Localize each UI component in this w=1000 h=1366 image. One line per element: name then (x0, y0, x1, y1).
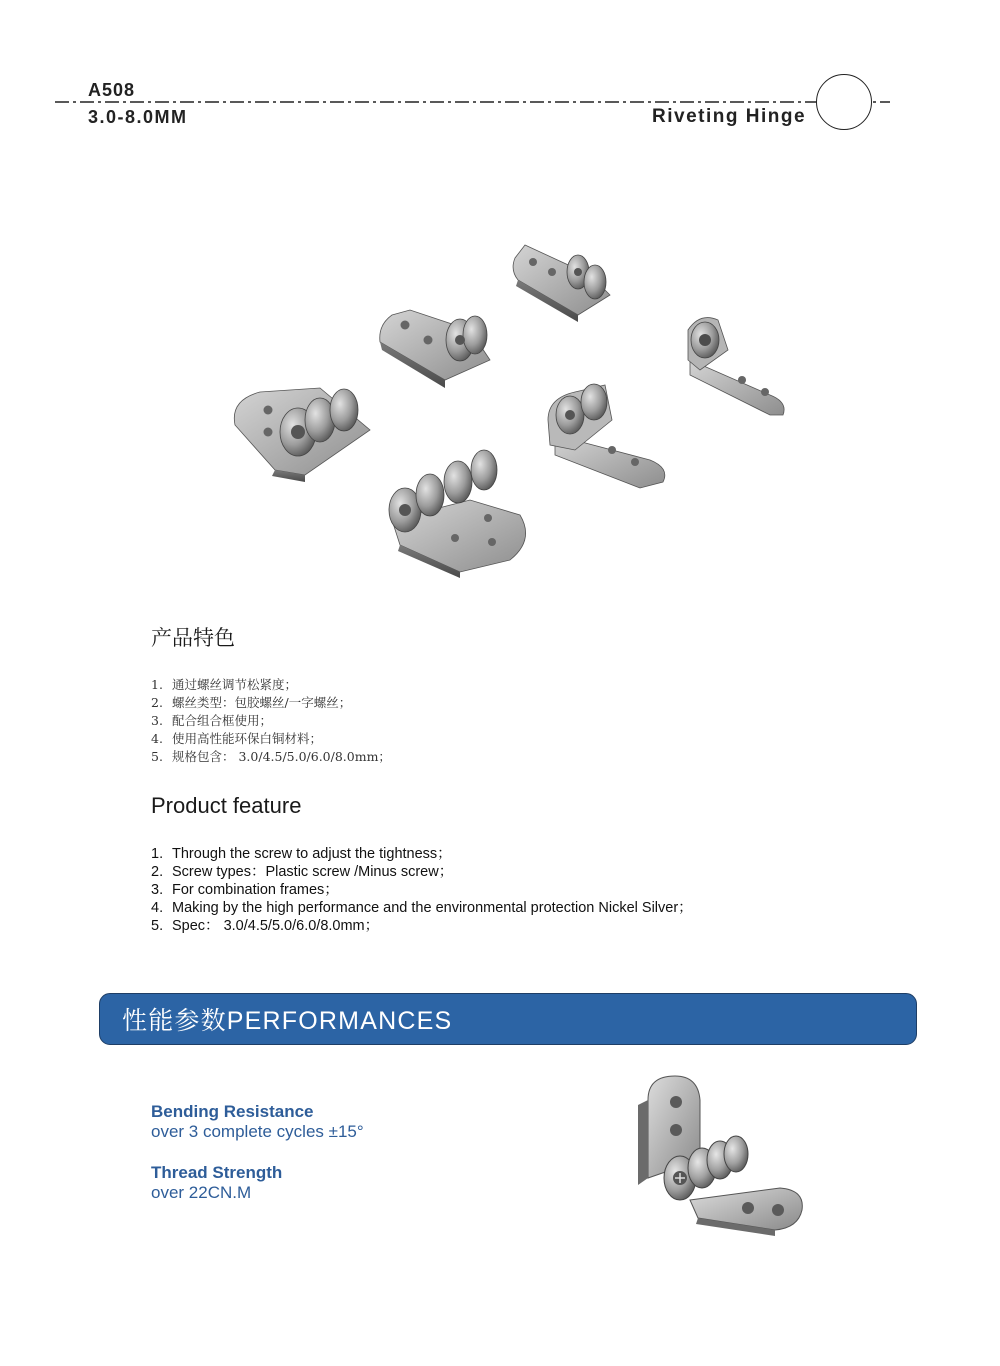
product-type: Riveting Hinge (652, 106, 807, 127)
performances-title: 性能参数PERFORMANCES (122, 1007, 453, 1035)
list-item: 1. Through the screw to adjust the tightness； (151, 846, 452, 862)
list-item: 4. 使用高性能环保白铜材料； (151, 731, 323, 746)
features-en-title: Product feature (151, 793, 302, 818)
hinge-variant-wide (389, 450, 526, 578)
list-item: 2. 螺丝类型：包胶螺丝/一字螺丝； (151, 695, 352, 710)
list-item: 3. For combination frames； (151, 882, 339, 898)
features-cn-title: 产品特色 (151, 626, 235, 650)
performances-banner (99, 993, 917, 1045)
list-item: 5. Spec： 3.0/4.5/5.0/6.0/8.0mm； (151, 918, 380, 934)
list-item: 5. 规格包含： 3.0/4.5/5.0/6.0/8.0mm； (151, 749, 391, 764)
hinge-variant-center (548, 384, 665, 488)
thread-strength-value: over 22CN.M (151, 1183, 252, 1202)
size-range: 3.0-8.0MM (88, 107, 188, 127)
features-en-list (151, 845, 693, 935)
features-cn-list (151, 676, 391, 766)
hinge-variants-illustration (0, 220, 1000, 600)
bending-resistance-value: over 3 complete cycles ±15° (151, 1122, 364, 1141)
hinge-variant-angled (688, 318, 784, 415)
model-number: A508 (88, 80, 136, 100)
hinge-variant-small (513, 245, 610, 322)
header-circle-icon (816, 74, 872, 130)
header-dash-rule (55, 99, 890, 105)
thread-strength-label: Thread Strength (151, 1163, 283, 1182)
list-item: 1. 通过螺丝调节松紧度； (151, 677, 298, 692)
bending-resistance-label: Bending Resistance (151, 1102, 314, 1121)
list-item: 4. Making by the high performance and the environmental protection Nickel Silver； (151, 900, 693, 916)
hinge-variant-large-round (234, 388, 370, 482)
assembled-hinge-illustration (620, 1060, 820, 1250)
list-item: 3. 配合组合框使用； (151, 713, 273, 728)
list-item: 2. Screw types：Plastic screw /Minus screw； (151, 864, 454, 880)
hinge-variant-medium (380, 310, 490, 388)
